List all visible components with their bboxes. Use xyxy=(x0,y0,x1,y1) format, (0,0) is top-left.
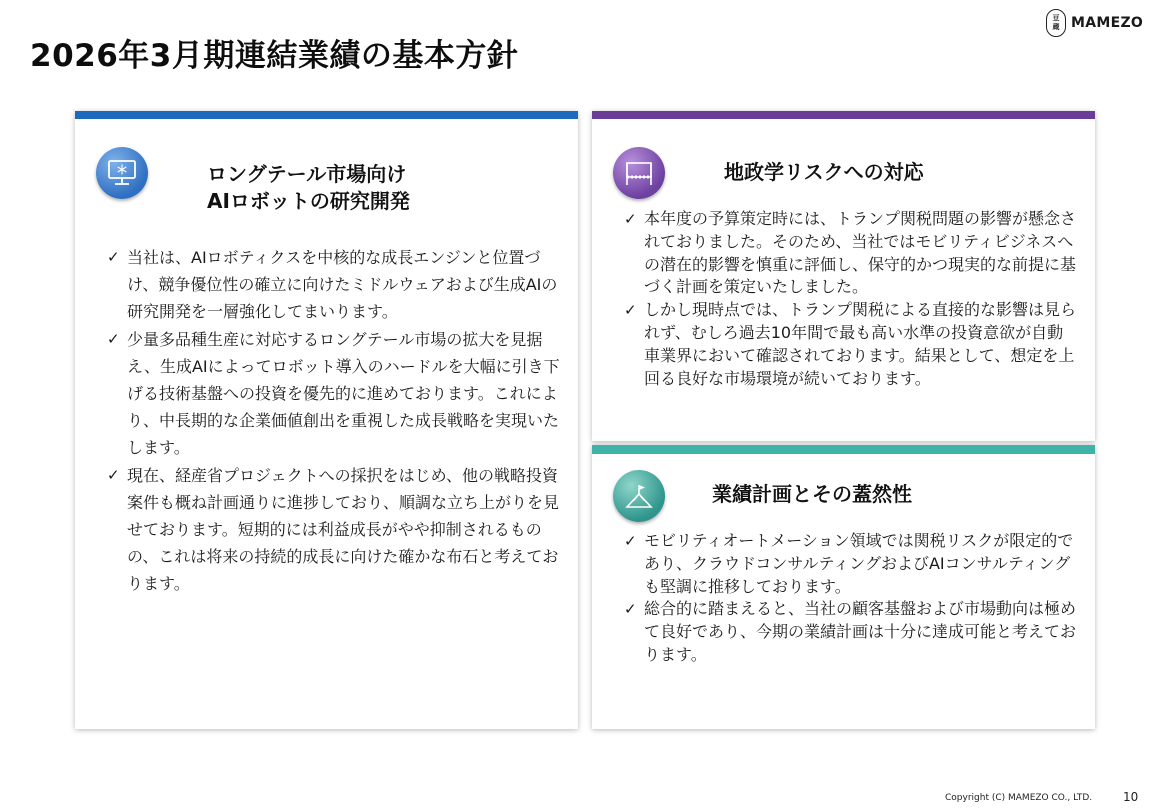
logo-text: MAMEZO xyxy=(1071,15,1144,31)
logo-mark-icon: 豆 蔵 xyxy=(1046,9,1066,37)
bullet-list xyxy=(624,530,1079,667)
copyright-text: Copyright (C) MAMEZO CO., LTD. xyxy=(945,793,1093,803)
card-ai-robot-rnd xyxy=(75,111,578,729)
mountain-flag-icon xyxy=(613,470,665,522)
check-icon: ✓ xyxy=(624,532,637,550)
card-accent-bar xyxy=(75,111,578,119)
card-title: ロングテール市場向け AIロボットの研究開発 xyxy=(207,162,410,213)
list-item: ✓ 現在、経産省プロジェクトへの採択をはじめ、他の戦略投資案件も概ね計画通りに進捗しており、順調な立ち上がりを見せております。短期的には利益成長がやや抑制されるものの、これは将来の持続的成長に向けた確かな布石と考えております。 xyxy=(107,462,562,598)
bullet-list xyxy=(107,244,562,598)
bullet-list xyxy=(624,208,1079,390)
list-item: ✓ しかし現時点では、トランプ関税による直接的な影響は見られず、むしろ過去10年間で最も高い水準の投資意欲が自動車業界において確認されております。結果として、想定を上回る良好な市場環境が続いております。 xyxy=(624,300,1077,388)
check-icon: ✓ xyxy=(107,329,120,348)
monitor-snowflake-icon xyxy=(96,147,148,199)
card-accent-bar xyxy=(592,111,1095,119)
page-title: 2026年3月期連結業績の基本方針 xyxy=(30,38,519,74)
signboard-icon xyxy=(613,147,665,199)
card-accent-bar xyxy=(592,445,1095,454)
list-item: ✓ 少量多品種生産に対応するロングテール市場の拡大を見据え、生成AIによってロボット導入のハードルを大幅に引き下げる技術基盤への投資を優先的に進めております。これにより、中長期的な企業価値創出を重視した成長戦略を実現いたします。 xyxy=(107,326,562,462)
check-icon: ✓ xyxy=(107,248,120,266)
card-earnings-plan xyxy=(592,445,1095,729)
check-icon: ✓ xyxy=(624,600,637,619)
company-logo xyxy=(1046,8,1143,38)
check-icon: ✓ xyxy=(107,465,120,484)
card-geopolitical-risk xyxy=(592,111,1095,441)
check-icon: ✓ xyxy=(624,301,637,320)
card-title: 業績計画とその蓋然性 xyxy=(712,482,912,506)
card-title: 地政学リスクへの対応 xyxy=(724,160,924,184)
check-icon: ✓ xyxy=(624,210,637,228)
page-number: 10 xyxy=(1123,790,1139,804)
list-item: ✓ 総合的に踏まえると、当社の顧客基盤および市場動向は極めて良好であり、今期の業績計画は十分に達成可能と考えております。 xyxy=(624,599,1077,664)
list-item: ✓ モビリティオートメーション領域では関税リスクが限定的であり、クラウドコンサルティングおよびAIコンサルティングも堅調に推移しております。 xyxy=(624,531,1074,596)
list-item: ✓ 本年度の予算策定時には、トランプ関税問題の影響が懸念されておりました。そのため、当社ではモビリティビジネスへの潜在的影響を慎重に評価し、保守的かつ現実的な前提に基づく計画を策定いたしました。 xyxy=(624,209,1077,297)
list-item: ✓ 当社は、AIロボティクスを中核的な成長エンジンと位置づけ、競争優位性の確立に向けたミドルウェアおよび生成AIの研究開発を一層強化してまいります。 xyxy=(107,244,562,326)
